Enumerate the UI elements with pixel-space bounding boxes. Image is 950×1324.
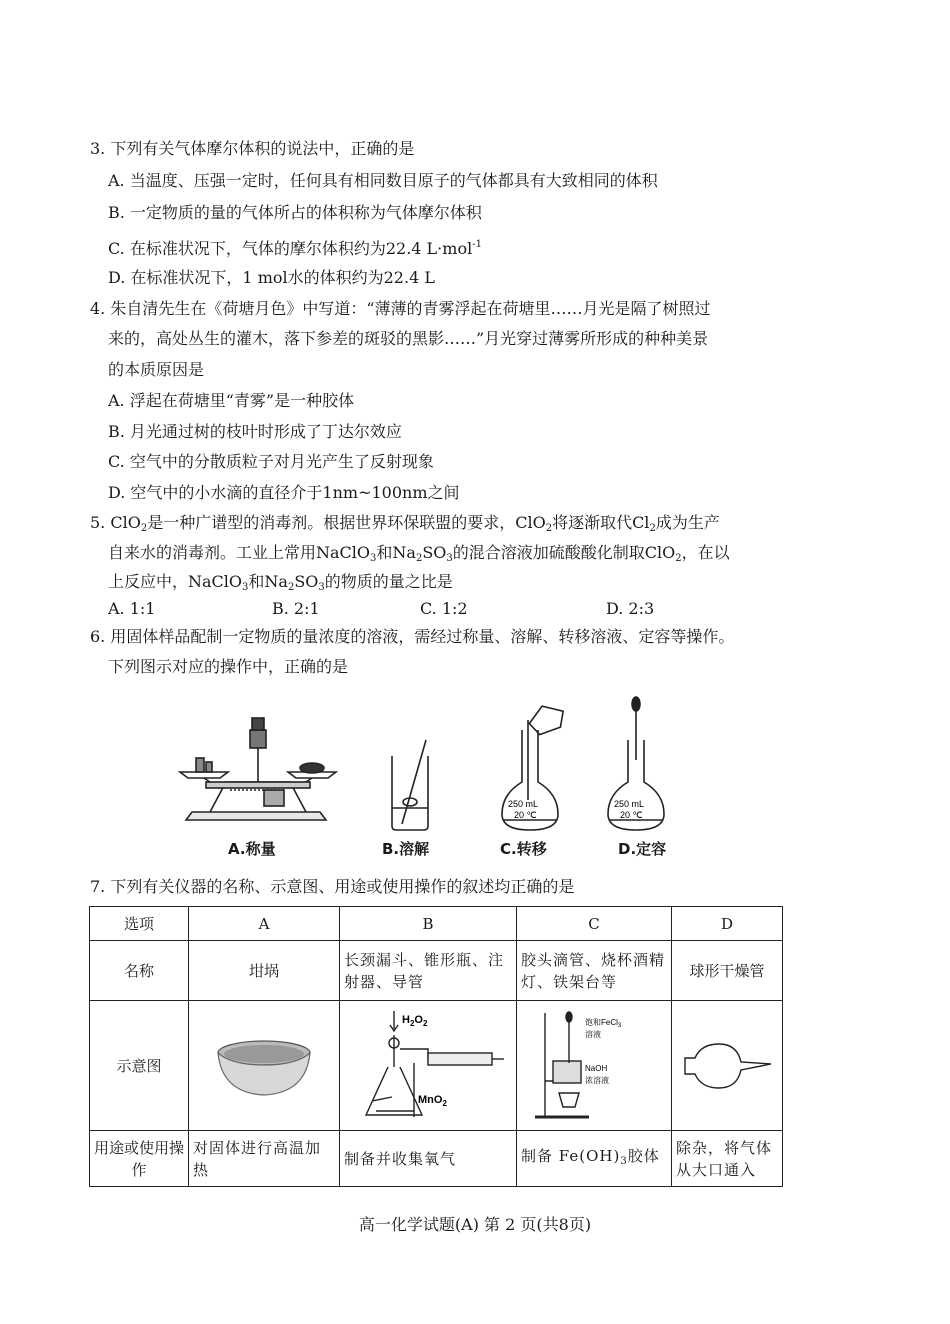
table-row-figure [90,1001,783,1131]
q6-stem-line1: 6. 用固体样品配制一定物质的量浓度的溶液，需经过称量、溶解、转移溶液、定容等操作。 [90,627,735,646]
figure-cell-d [672,1001,783,1131]
header-cell: 选项 [90,907,189,941]
q5-option-a: A. 1:1 [108,599,156,618]
caption-d: D.定容 [618,840,667,858]
q3-option-d: D. 在标准状况下，1 mol水的体积约为22.4 L [108,268,435,287]
page-footer: 高一化学试题(A) 第 2 页(共8页) [358,1215,592,1234]
q5-option-b: B. 2:1 [272,599,320,618]
naoh-solution-label: 浓溶液 [585,1075,609,1085]
beaker-stirring-icon [392,740,428,830]
q3-option-b: B. 一定物质的量的气体所占的体积称为气体摩尔体积 [108,203,482,222]
q3-option-c: C. 在标准状况下，气体的摩尔体积约为22.4 L·mol$^{-1}$ [108,239,482,258]
header-cell: D [672,907,783,941]
use-cell: 对固体进行高温加热 [189,1131,340,1187]
q4-stem-line3: 的本质原因是 [108,360,205,379]
header-cell: A [189,907,340,941]
use-cell: 除杂，将气体从大口通入 [672,1131,783,1187]
q4-option-c: C. 空气中的分散质粒子对月光产生了反射现象 [108,452,434,471]
row-label: 用途或使用操作 [90,1131,189,1187]
q5-option-d: D. 2:3 [606,599,655,618]
q4-option-d: D. 空气中的小水滴的直径介于1nm~100nm之间 [108,483,460,502]
use-cell: 制备 $Fe(OH)_3$胶体 [517,1131,672,1187]
q5-option-c: C. 1:2 [420,599,468,618]
q5-stem-line3: 上反应中，NaClO$_3$和$Na_2SO_3$的物质的量之比是 [108,572,453,593]
name-cell: 长颈漏斗、锥形瓶、注射器、导管 [340,941,517,1001]
table-row-use [90,1131,783,1187]
use-cell: 制备并收集氧气 [340,1131,517,1187]
colloid-apparatus-icon [529,1007,659,1125]
q6-stem-line2: 下列图示对应的操作中，正确的是 [108,657,349,676]
naoh-label: NaOH [585,1063,608,1073]
caption-a: A.称量 [228,840,276,858]
q7-stem: 7. 下列有关仪器的名称、示意图、用途或使用操作的叙述均正确的是 [90,877,575,896]
q5-stem-line1: 5. ClO$_2$是一种广谱型的消毒剂。根据世界环保联盟的要求，ClO$_2$将逐渐取代$Cl_2$成为生产 [90,513,720,534]
flask1-temp: 20 ℃ [514,810,537,820]
q4-option-a: A. 浮起在荷塘里“青雾”是一种胶体 [108,391,355,410]
name-cell: 坩埚 [189,941,340,1001]
flask2-temp: 20 ℃ [620,810,643,820]
q3-option-a: A. 当温度、压强一定时，任何具有相同数目原子的气体都具有大致相同的体积 [108,171,658,190]
q5-stem-line2: 自来水的消毒剂。工业上常用NaClO$_3$和$Na_2SO_3$的混合溶液加硫酸酸化制取ClO$_2$，在以 [108,543,730,564]
q3-stem: 3. 下列有关气体摩尔体积的说法中，正确的是 [90,139,415,158]
mno2-label: MnO$_2$ [418,1093,447,1108]
h2o2-label: $H_2O_2$ [402,1013,428,1028]
name-cell: 球形干燥管 [672,941,783,1001]
fecl3-label: 饱和FeCl$_3$ [585,1017,622,1029]
caption-b: B.溶解 [382,840,430,858]
drying-tube-icon [679,1036,775,1096]
name-cell: 胶头滴管、烧杯酒精灯、铁架台等 [517,941,672,1001]
table-row-name [90,941,783,1001]
figure-cell-b [340,1001,517,1131]
balance-scale-icon [180,718,336,820]
q7-table [89,906,783,1187]
q4-option-b: B. 月光通过树的枝叶时形成了丁达尔效应 [108,422,402,441]
fecl3-solution-label: 溶液 [585,1029,601,1039]
oxygen-apparatus-icon [348,1007,508,1125]
q4-stem-line2: 来的，高处丛生的灌木，落下参差的斑驳的黑影……”月光穿过薄雾所形成的种种美景 [108,329,709,348]
header-cell: B [340,907,517,941]
figure-cell-c [517,1001,672,1131]
header-cell: C [517,907,672,941]
flask1-volume: 250 mL [508,799,539,809]
flask2-volume: 250 mL [614,799,645,809]
table-header-row [90,907,783,941]
q4-stem-line1: 4. 朱自清先生在《荷塘月色》中写道：“薄薄的青雾浮起在荷塘里……月光是隔了树照过 [90,299,711,318]
row-label: 示意图 [90,1001,189,1131]
row-label: 名称 [90,941,189,1001]
crucible-icon [204,1021,324,1111]
caption-c: C.转移 [500,840,547,858]
figure-cell-a [189,1001,340,1131]
